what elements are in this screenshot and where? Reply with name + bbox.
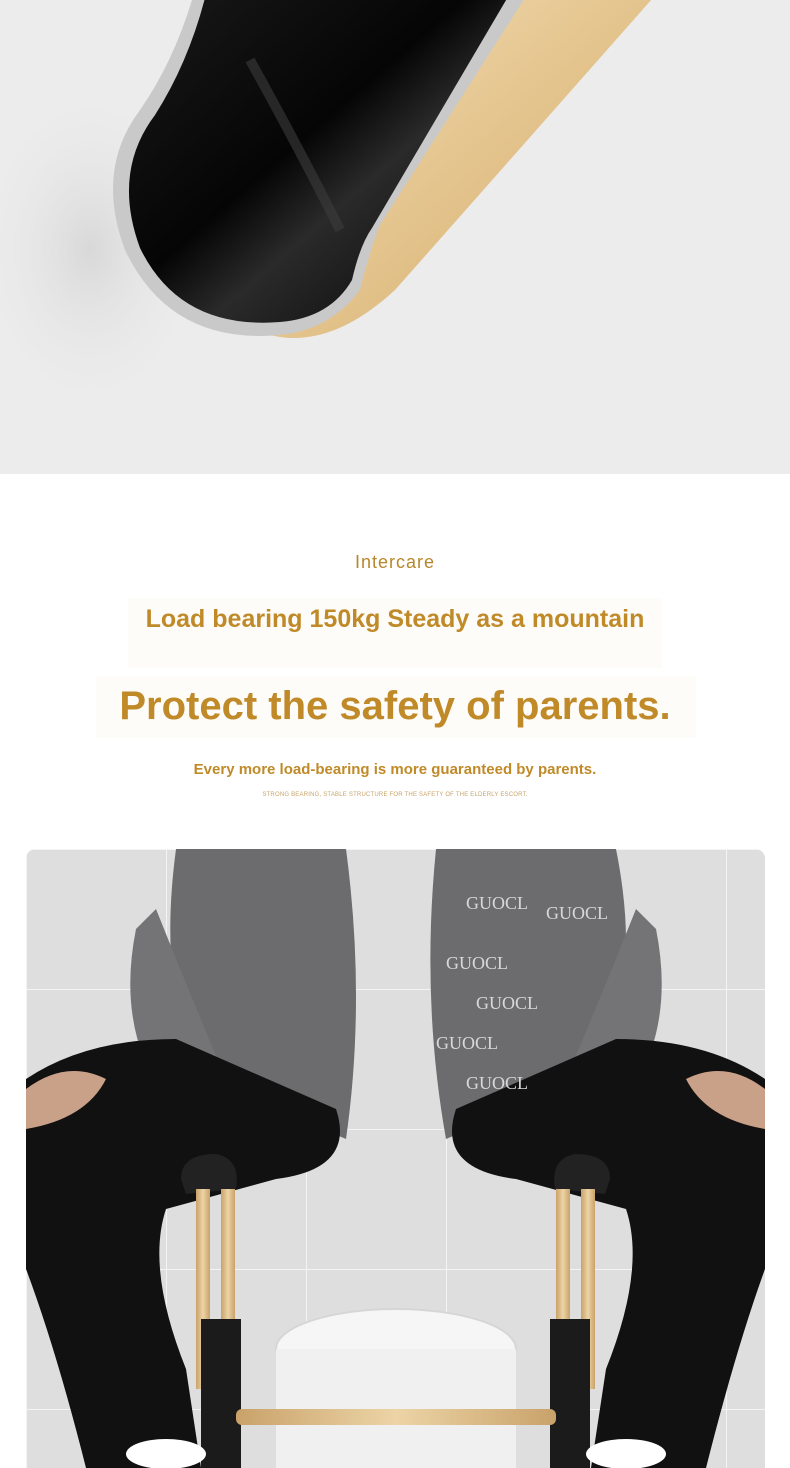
- headline: Protect the safety of parents.: [119, 684, 671, 728]
- subtitle: Load bearing 150kg Steady as a mountain: [145, 605, 645, 633]
- svg-text:GUOCL: GUOCL: [546, 903, 608, 923]
- tagline: Every more load-bearing is more guaranteed by parents.: [193, 761, 597, 778]
- crossbar-wood: [236, 1409, 556, 1425]
- mirrored-user-illustration: [26, 849, 765, 1468]
- svg-text:GUOCL: GUOCL: [436, 1033, 498, 1053]
- product-photo: [26, 849, 765, 1468]
- hero-image: [0, 0, 790, 474]
- svg-text:GUOCL: GUOCL: [446, 953, 508, 973]
- fine-print: STRONG BEARING, STABLE STRUCTURE FOR THE SAFETY OF THE ELDERLY ESCORT.: [262, 792, 528, 798]
- right-base-bracket: [550, 1319, 590, 1468]
- left-shoe: [126, 1439, 206, 1468]
- toilet-base: [276, 1349, 516, 1468]
- svg-text:GUOCL: GUOCL: [466, 893, 528, 913]
- svg-text:GUOCL: GUOCL: [476, 993, 538, 1013]
- handle-closeup-illustration: [0, 0, 790, 474]
- svg-text:GUOCL: GUOCL: [466, 1073, 528, 1093]
- right-shoe: [586, 1439, 666, 1468]
- brand-name: Intercare: [354, 552, 436, 572]
- left-base-bracket: [201, 1319, 241, 1468]
- intro-section: [0, 474, 790, 849]
